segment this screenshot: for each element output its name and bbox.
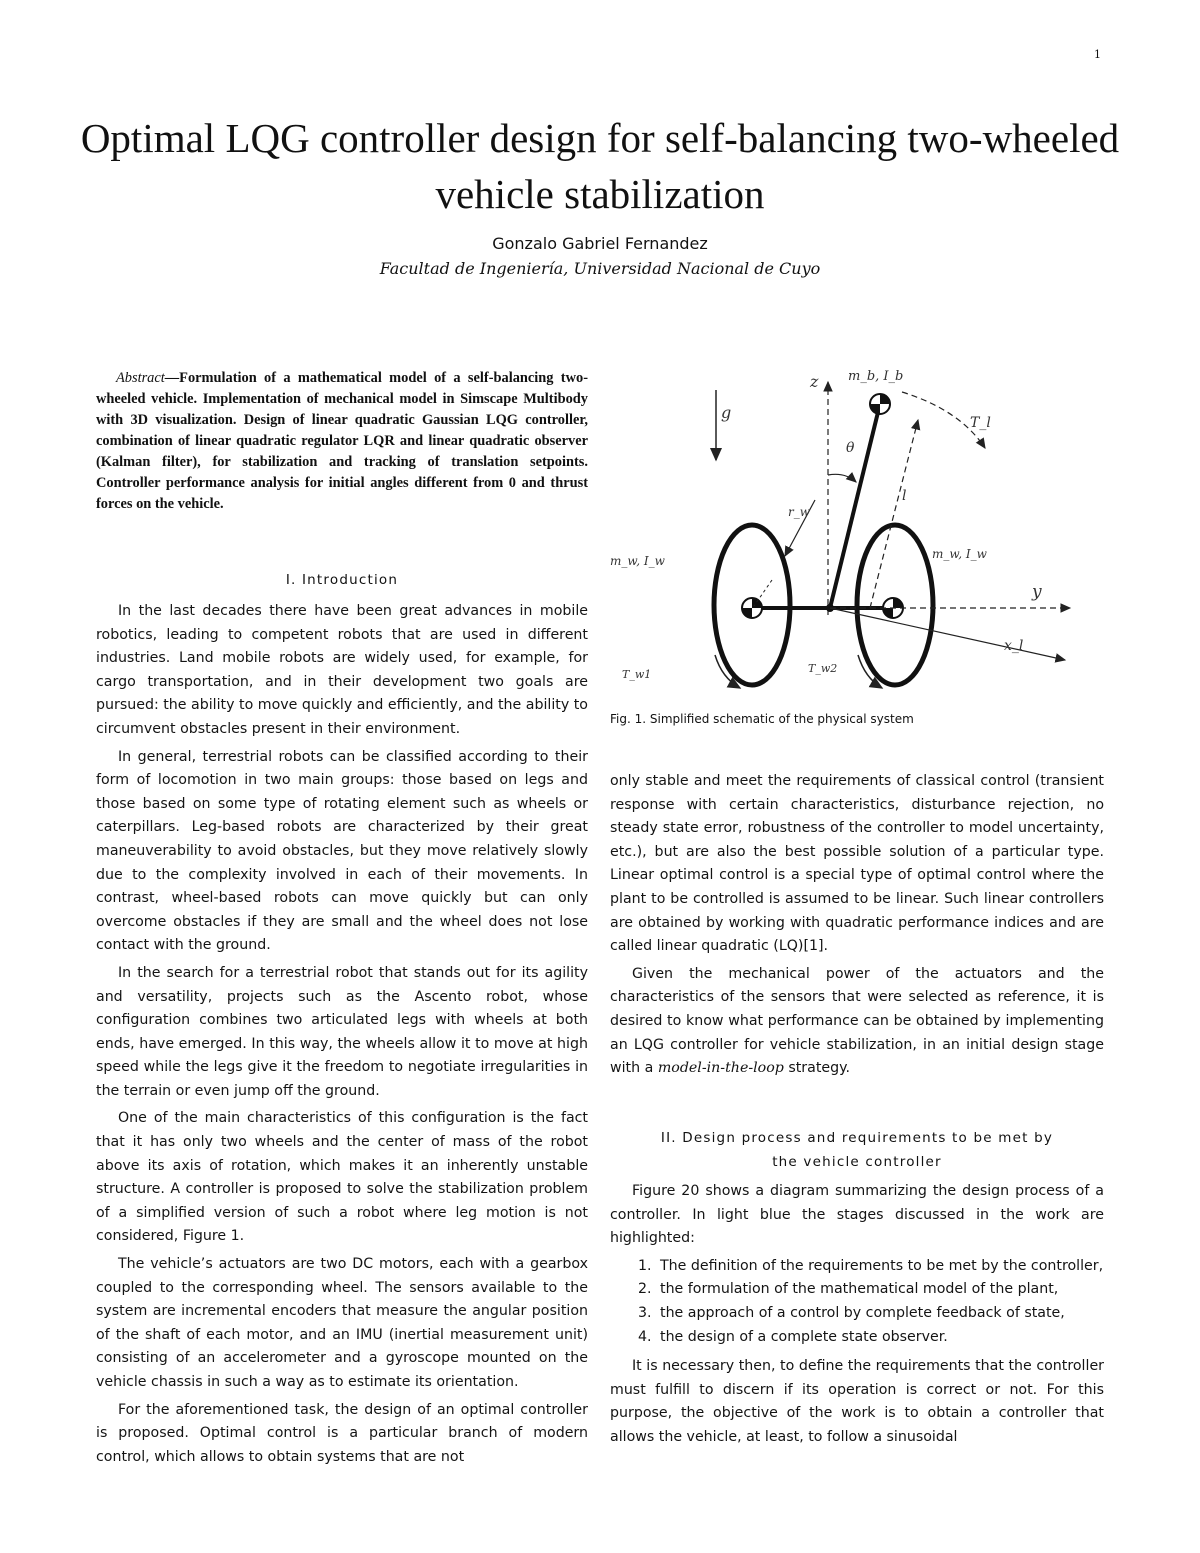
label-tl: T_l [970, 415, 991, 431]
abstract [96, 368, 588, 515]
vehicle-schematic-diagram [610, 360, 1100, 695]
figure-1-schematic [610, 360, 1100, 695]
label-y: y [1032, 582, 1042, 602]
intro-paragraph-3: In the search for a terrestrial robot that stands out for its agility and versatility, projects such as the Ascento robot, whose configuration combines two articulated legs with wheels at both ends, have emerged. In this way, the wheels allow it to move at high speed while the legs give it the freedom to negotiate irregularities in the terrain or even jump off the ground. [96, 964, 588, 1099]
label-g: g [721, 403, 732, 422]
list-item: 2. the formulation of the mathematical model of the plant, [656, 1278, 1104, 1302]
list-item: 3. the approach of a control by complete feedback of state, [656, 1302, 1104, 1326]
intro-paragraph-1: In the last decades there have been great advances in mobile robotics, leading to competent robots that are used in different industries. Land mobile robots are widely used, for example, for cargo transportation, and in their development two goals are pursued: the ability to move quickly and efficiently, and the ability to circumvent obstacles present in their environment. [96, 603, 588, 737]
list-item: 1. The definition of the requirements to be met by the controller, [656, 1255, 1104, 1279]
intro-paragraph-6: For the aforementioned task, the design of an optimal controller is proposed. Optimal control is a particular branch of modern control, which allows to obtain systems that are not [96, 1401, 588, 1465]
label-theta: θ [846, 440, 855, 456]
section-2-closing: It is necessary then, to define the requirements that the controller must fulfill to discern if its operation is correct or not. For this purpose, the objective of the work is to obtain a controller that allows the vehicle, at least, to follow a sinusoidal [610, 1358, 1104, 1445]
abstract-text: —Formulation of a mathematical model of a self-balancing two-wheeled vehicle. Implementation of mechanical model in Simscape Multibody with 3D visualization. Design of linear quadratic Gaussian LQG controller, combination of linear quadratic regulator LQR and linear quadratic observer (Kalman filter), for stabilization and tracking of translation setpoints. Controller performance analysis for initial angles different from 0 and thrust forces on the vehicle. [96, 370, 588, 512]
pendulum-rod [830, 404, 880, 608]
author-name: Gonzalo Gabriel Fernandez [492, 234, 708, 253]
continuation-paragraph: only stable and meet the requirements of classical control (transient response with certain characteristics, disturbance rejection, no steady state error, robustness of the controller to model uncertainty, etc.), but are also the best possible solution of a particular type. Linear optimal control is a special type of optimal control where the plant to be controlled is assumed to be linear. Such linear controllers are obtained by working with quadratic performance indices and are called linear quadratic (LQ)[1]. [610, 773, 1104, 955]
author-affiliation: Facultad de Ingeniería, Universidad Nacional de Cuyo [379, 259, 821, 278]
intro-paragraph-5: The vehicle’s actuators are two DC motors, each with a gearbox coupled to the corresponding wheel. The sensors available to the system are incremental encoders that measure the angular position of the shaft of each motor, and an IMU (inertial measurement unit) consisting of an accelerometer and a gyroscope mounted on the vehicle chassis in such a way as to estimate its orientation. [96, 1256, 588, 1390]
intro-paragraph-4: One of the main characteristics of this configuration is the fact that it has only two wheels and the center of mass of the robot above its axis of rotation, which makes it an inherently unstable structure. A controller is proposed to solve the stabilization problem of a simplified version of such a robot where leg motion is not considered, Figure 1. [96, 1110, 588, 1245]
model-in-the-loop-emphasis: model-in-the-loop [657, 1060, 784, 1077]
theta-arc [828, 474, 856, 482]
section-heading-introduction: I. Introduction [285, 572, 399, 588]
label-mw-left: m_w, I_w [610, 554, 665, 568]
abstract-label: Abstract [116, 370, 165, 386]
section-heading-design-process: II. Design process and requirements to be met by the vehicle controller [660, 1130, 1054, 1170]
label-xl: x_l [1004, 638, 1024, 654]
label-l: l [902, 488, 907, 504]
label-tw1: T_w1 [622, 668, 652, 681]
design-stages-list [610, 1255, 1104, 1349]
tw1-arc [715, 655, 740, 688]
body-center-of-mass-icon [870, 394, 890, 414]
figure-1-caption: Fig. 1. Simplified schematic of the physical system [610, 712, 914, 726]
page-number: 1 [1094, 48, 1101, 61]
length-dimension [870, 420, 918, 608]
right-column-body [610, 770, 1104, 1085]
label-mw-right: m_w, I_w [932, 547, 987, 561]
paper-title: Optimal LQG controller design for self-balancing two-wheeled vehicle stabilization [80, 115, 1120, 217]
left-column-body [96, 600, 588, 1473]
label-rw: r_w [788, 505, 811, 519]
motivation-paragraph: Given the mechanical power of the actuators and the characteristics of the sensors that were selected as reference, it is desired to know what performance can be obtained by implementing an LQG controller for vehicle stabilization, in an initial design stage with a model-in-the-loop strategy. [610, 965, 1104, 1077]
list-item: 4. the design of a complete state observer. [656, 1326, 1104, 1350]
label-tw2: T_w2 [808, 662, 838, 675]
left-wheel-center-icon [742, 598, 762, 618]
section-2-intro: Figure 20 shows a diagram summarizing the design process of a controller. In light blue the stages discussed in the work are highlighted: [610, 1183, 1104, 1247]
label-z: z [810, 372, 819, 391]
intro-paragraph-2: In general, terrestrial robots can be classified according to their form of locomotion in two main groups: those based on legs and those based on some type of rotating element such as wheels or caterpillars. Leg-based robots are characterized by their great maneuverability to avoid obstacles, but they move relatively slowly due to the complexity involved in each of their movements. In contrast, wheel-based robots can move quickly but can only overcome obstacles if they are small and the wheel does not lose contact with the ground. [96, 748, 588, 954]
section-2-body [610, 1180, 1104, 1454]
label-mb: m_b, I_b [848, 369, 904, 384]
